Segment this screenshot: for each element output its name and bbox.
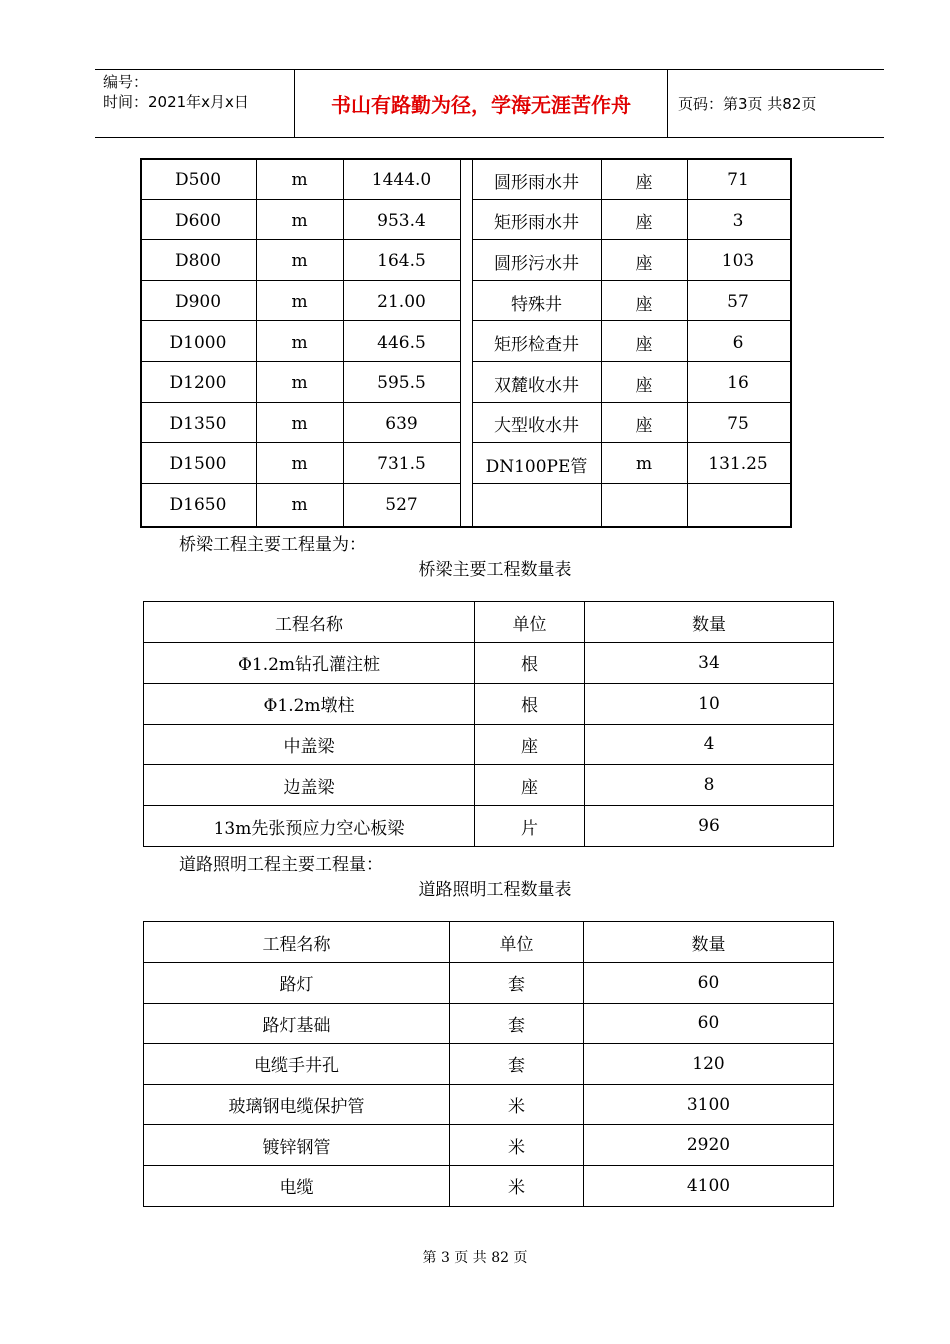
header-page-number: 页码：第3页 共82页 [678, 95, 817, 113]
pipe-quantity-cell: 446.5 [377, 332, 426, 353]
column-header: 单位 [450, 922, 584, 963]
pipe-unit-cell: m [291, 495, 308, 516]
structure-name-cell: 矩形检查井 [494, 335, 579, 356]
drainage-quantity-table [140, 158, 790, 526]
pipe-unit-cell: m [291, 292, 308, 313]
item-name-cell: 中盖梁 [144, 724, 475, 765]
quantity-cell: 96 [585, 806, 834, 847]
bridge-quantity-table [143, 601, 834, 847]
pipe-size-cell: D1000 [169, 332, 227, 353]
structure-name-cell: 大型收水井 [494, 416, 579, 437]
column-header: 数量 [585, 602, 834, 643]
structure-name-cell: 圆形污水井 [494, 253, 579, 274]
table-header-row [144, 602, 834, 643]
structure-quantity-cell: 57 [727, 292, 749, 313]
structure-unit-cell: 座 [635, 172, 653, 193]
structure-unit-cell: 座 [635, 375, 653, 396]
structure-unit-cell: 座 [635, 253, 653, 274]
table-row [144, 683, 834, 724]
pipe-size-cell: D800 [174, 251, 222, 272]
column-header: 工程名称 [144, 922, 450, 963]
structure-quantity-cell: 103 [721, 251, 755, 272]
pipe-unit-cell: m [291, 454, 308, 475]
page-header [95, 69, 884, 138]
lighting-quantity-table [143, 921, 834, 1207]
quantity-cell: 8 [585, 765, 834, 806]
structure-unit-cell [601, 485, 687, 526]
table-row [144, 724, 834, 765]
header-motto: 书山有路勤为径，学海无涯苦作舟 [295, 70, 668, 137]
pipe-unit-cell: m [291, 413, 308, 434]
column-header: 数量 [584, 922, 834, 963]
table-row [144, 1003, 834, 1044]
unit-cell: 根 [475, 643, 585, 684]
table-row [144, 1084, 834, 1125]
unit-cell: 米 [450, 1125, 584, 1166]
pipe-quantity-cell: 731.5 [377, 454, 426, 475]
pipe-size-cell: D1200 [169, 373, 227, 394]
item-name-cell: 边盖梁 [144, 765, 475, 806]
pipe-unit-cell: m [291, 170, 308, 191]
structure-quantity-cell [687, 485, 789, 526]
unit-cell: 套 [450, 1003, 584, 1044]
table-row [144, 1044, 834, 1085]
bridge-intro: 桥梁工程主要工程量为： [179, 535, 366, 555]
pipe-unit-cell: m [291, 210, 308, 231]
unit-cell: 根 [475, 683, 585, 724]
table-row [144, 1125, 834, 1166]
pipe-quantity-cell: 527 [385, 495, 418, 516]
structure-quantity-cell: 6 [732, 332, 744, 353]
item-name-cell: 13m先张预应力空心板梁 [144, 806, 475, 847]
lighting-intro: 道路照明工程主要工程量： [179, 855, 383, 875]
pipe-size-cell: D500 [174, 170, 222, 191]
item-name-cell: 玻璃钢电缆保护管 [144, 1084, 450, 1125]
structure-name-cell: 矩形雨水井 [494, 213, 579, 234]
unit-cell: 座 [475, 765, 585, 806]
page-footer: 第 3 页 共 82 页 [422, 1250, 528, 1266]
lighting-caption: 道路照明工程数量表 [418, 880, 572, 900]
pipe-size-cell: D1650 [169, 495, 227, 516]
bridge-caption: 桥梁主要工程数量表 [418, 560, 572, 580]
pipe-size-cell: D600 [174, 210, 222, 231]
unit-cell: 片 [475, 806, 585, 847]
structure-unit-cell: 座 [635, 335, 653, 356]
header-date: 时间：2021年x月x日 [103, 93, 249, 111]
pipe-unit-cell: m [291, 251, 308, 272]
structure-unit-cell: 座 [635, 416, 653, 437]
table-header-row [144, 922, 834, 963]
table-row [144, 963, 834, 1004]
structure-quantity-cell: 131.25 [708, 454, 768, 475]
header-meta [95, 70, 295, 137]
structure-name-cell: 双麓收水井 [494, 375, 579, 396]
pipe-size-cell: D1500 [169, 454, 227, 475]
structure-quantity-cell: 75 [727, 413, 749, 434]
structure-unit-cell: 座 [635, 294, 653, 315]
column-header: 工程名称 [144, 602, 475, 643]
unit-cell: 座 [475, 724, 585, 765]
table-row [144, 765, 834, 806]
quantity-cell: 4100 [584, 1165, 834, 1206]
unit-cell: 米 [450, 1165, 584, 1206]
item-name-cell: 路灯 [144, 963, 450, 1004]
column-header: 单位 [475, 602, 585, 643]
item-name-cell: 电缆手井孔 [144, 1044, 450, 1085]
structure-unit-cell: m [635, 454, 653, 475]
header-number: 编号： [103, 73, 149, 91]
unit-cell: 套 [450, 963, 584, 1004]
quantity-cell: 2920 [584, 1125, 834, 1166]
quantity-cell: 60 [584, 963, 834, 1004]
pipe-quantity-cell: 953.4 [377, 210, 426, 231]
pipe-size-cell: D1350 [169, 413, 227, 434]
table-row [144, 1165, 834, 1206]
item-name-cell: 镀锌钢管 [144, 1125, 450, 1166]
structure-name-cell: 圆形雨水井 [494, 172, 579, 193]
quantity-cell: 3100 [584, 1084, 834, 1125]
structure-name-cell: DN100PE管 [485, 456, 588, 477]
table-row [144, 643, 834, 684]
quantity-cell: 120 [584, 1044, 834, 1085]
table-row [144, 806, 834, 847]
quantity-cell: 10 [585, 683, 834, 724]
structure-name-cell: 特殊井 [511, 294, 562, 315]
structure-name-cell [472, 485, 601, 526]
item-name-cell: Φ1.2m墩柱 [144, 683, 475, 724]
quantity-cell: 34 [585, 643, 834, 684]
pipe-unit-cell: m [291, 332, 308, 353]
item-name-cell: Φ1.2m钻孔灌注桩 [144, 643, 475, 684]
item-name-cell: 电缆 [144, 1165, 450, 1206]
pipe-quantity-cell: 1444.0 [371, 170, 432, 191]
quantity-cell: 60 [584, 1003, 834, 1044]
pipe-quantity-cell: 639 [385, 413, 418, 434]
quantity-cell: 4 [585, 724, 834, 765]
unit-cell: 米 [450, 1084, 584, 1125]
pipe-quantity-cell: 164.5 [377, 251, 426, 272]
pipe-quantity-cell: 595.5 [377, 373, 426, 394]
unit-cell: 套 [450, 1044, 584, 1085]
item-name-cell: 路灯基础 [144, 1003, 450, 1044]
structure-unit-cell: 座 [635, 213, 653, 234]
pipe-size-cell: D900 [174, 292, 222, 313]
structure-quantity-cell: 16 [727, 373, 749, 394]
pipe-unit-cell: m [291, 373, 308, 394]
pipe-quantity-cell: 21.00 [377, 292, 426, 313]
drainage-column-line [460, 158, 461, 526]
structure-quantity-cell: 3 [732, 210, 744, 231]
structure-quantity-cell: 71 [727, 170, 749, 191]
